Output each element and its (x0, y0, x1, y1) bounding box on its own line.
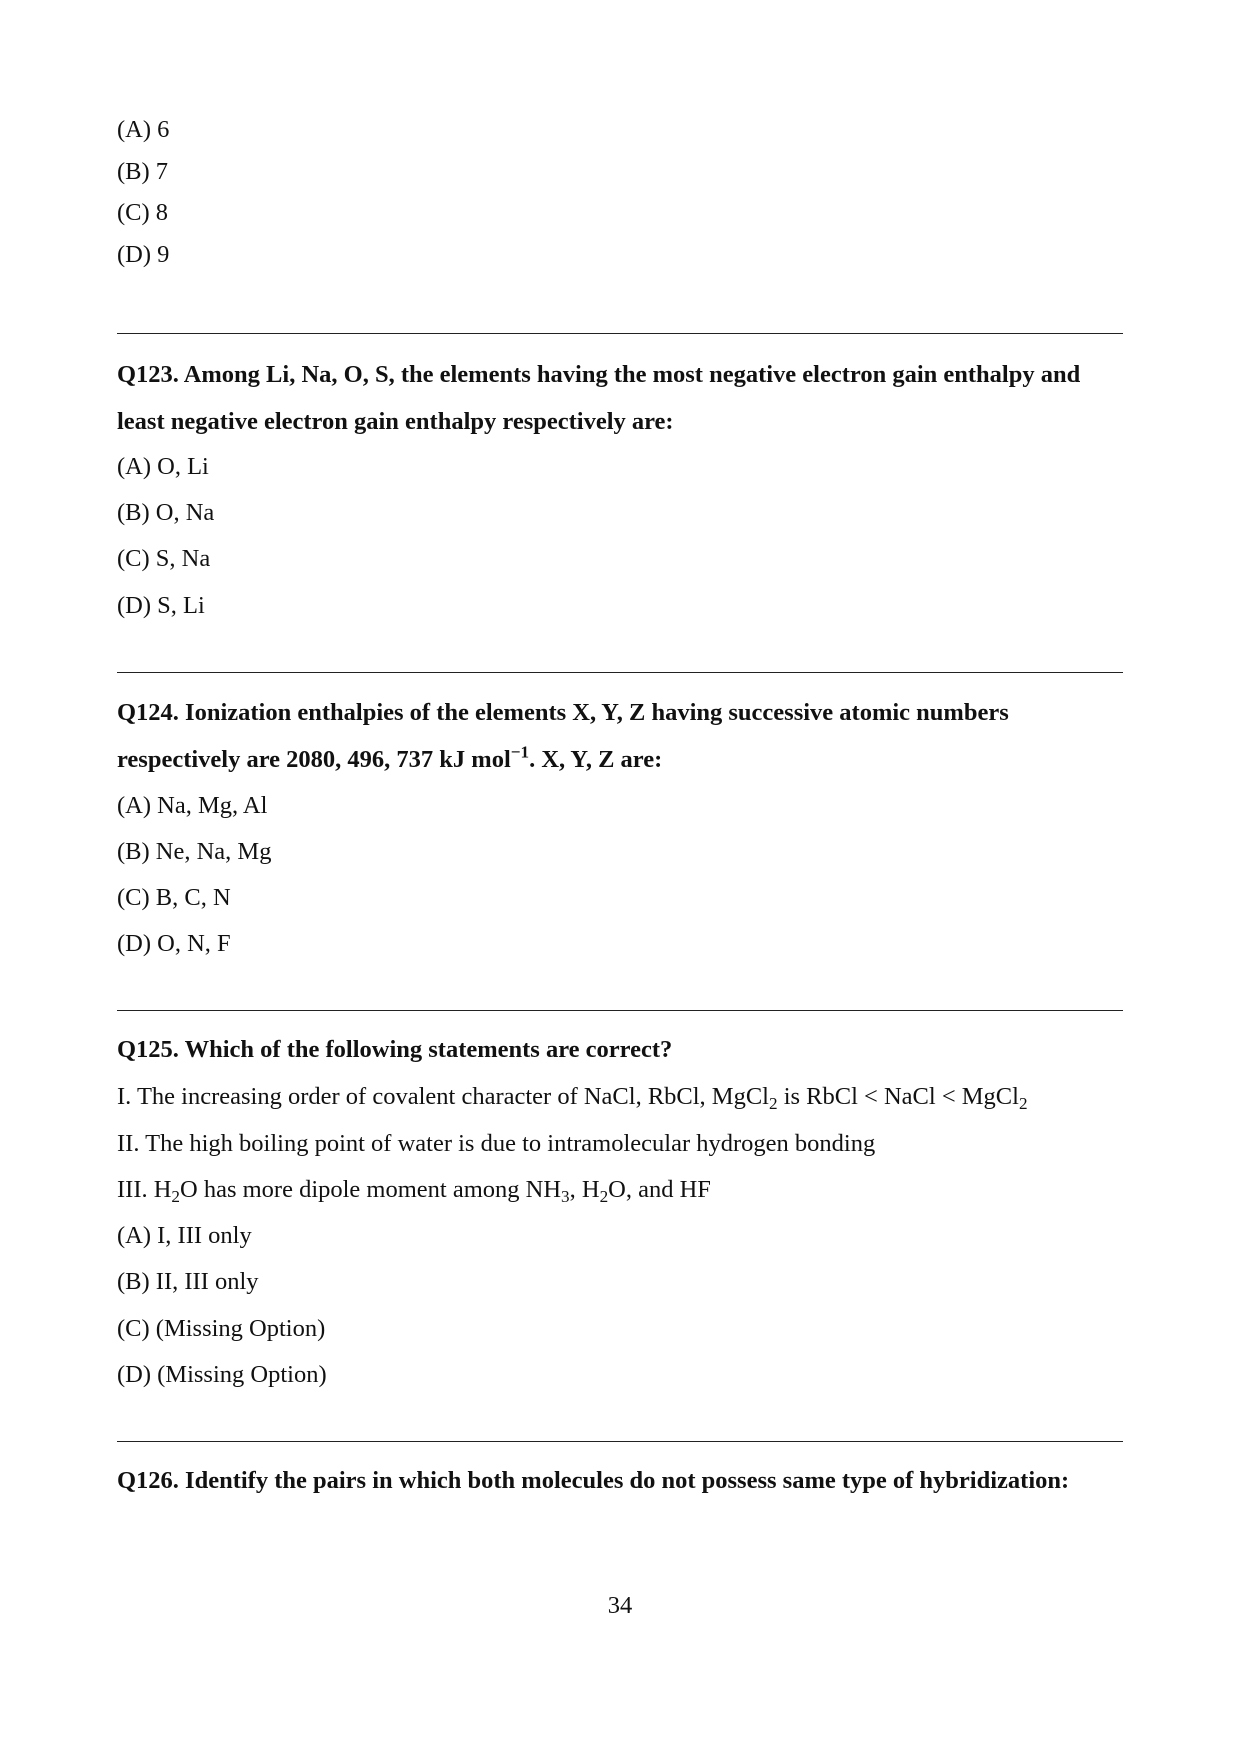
q126-title: Q126. Identify the pairs in which both molecules do not possess same type of hybridization: (117, 1467, 1070, 1494)
q124-title-end: . X, Y, Z are: (529, 745, 663, 773)
q125-option-b: (B) II, III only (117, 1268, 259, 1295)
q124-title (117, 690, 1127, 783)
statement-3-text-a: III. H (117, 1176, 172, 1203)
statement-3-text-c: , H (569, 1176, 600, 1203)
q122-option-d: (D) 9 (117, 241, 170, 268)
q124-option-a: (A) Na, Mg, Al (117, 792, 268, 819)
statement-3-sub-c: 2 (599, 1186, 609, 1206)
q122-option-b: (B) 7 (117, 158, 169, 185)
q124-option-d: (D) O, N, F (117, 930, 231, 957)
q123-option-d: (D) S, Li (117, 592, 205, 619)
statement-1-text-a: I. The increasing order of covalent character of NaCl, RbCl, MgCl (117, 1083, 769, 1110)
statement-3-text-d: O, and HF (608, 1176, 711, 1203)
statement-1-sub-b: 2 (1018, 1093, 1028, 1113)
q125-statement-2: II. The high boiling point of water is due to intramolecular hydrogen bonding (117, 1130, 876, 1157)
q125-title: Q125. Which of the following statements are correct? (117, 1036, 673, 1063)
divider-3 (117, 1010, 1123, 1011)
q125-option-d: (D) (Missing Option) (117, 1361, 327, 1388)
q123-option-a: (A) O, Li (117, 453, 209, 480)
divider-1 (117, 333, 1123, 334)
q123-option-b: (B) O, Na (117, 499, 215, 526)
q124-option-b: (B) Ne, Na, Mg (117, 838, 272, 865)
q125-statement-1 (117, 1082, 1028, 1112)
page-number: 34 (607, 1592, 633, 1619)
q122-option-a: (A) 6 (117, 116, 170, 143)
statement-3-sub-b: 3 (561, 1186, 570, 1206)
q125-option-a: (A) I, III only (117, 1222, 252, 1249)
q124-title-superscript: −1 (510, 742, 530, 762)
statement-3-sub-a: 2 (171, 1186, 180, 1206)
q125-statement-3 (117, 1175, 711, 1205)
q124-option-c: (C) B, C, N (117, 884, 231, 911)
statement-3-text-b: O has more dipole moment among NH (180, 1176, 562, 1203)
q123-title: Q123. Among Li, Na, O, S, the elements having the most negative electron gain enthalpy and least negative electron gain enthalpy respectively are: (117, 361, 1081, 435)
q124-title-text: Q124. Ionization enthalpies of the elements X, Y, Z having successive atomic numbers respectively are 2080, 496, 737 kJ mol (117, 699, 1009, 773)
q125-option-c: (C) (Missing Option) (117, 1315, 326, 1342)
statement-1-sub-a: 2 (769, 1093, 778, 1113)
q123-option-c: (C) S, Na (117, 545, 211, 572)
statement-1-text-b: is RbCl < NaCl < MgCl (777, 1083, 1019, 1110)
divider-4 (117, 1441, 1123, 1442)
divider-2 (117, 672, 1123, 673)
q122-option-c: (C) 8 (117, 199, 169, 226)
